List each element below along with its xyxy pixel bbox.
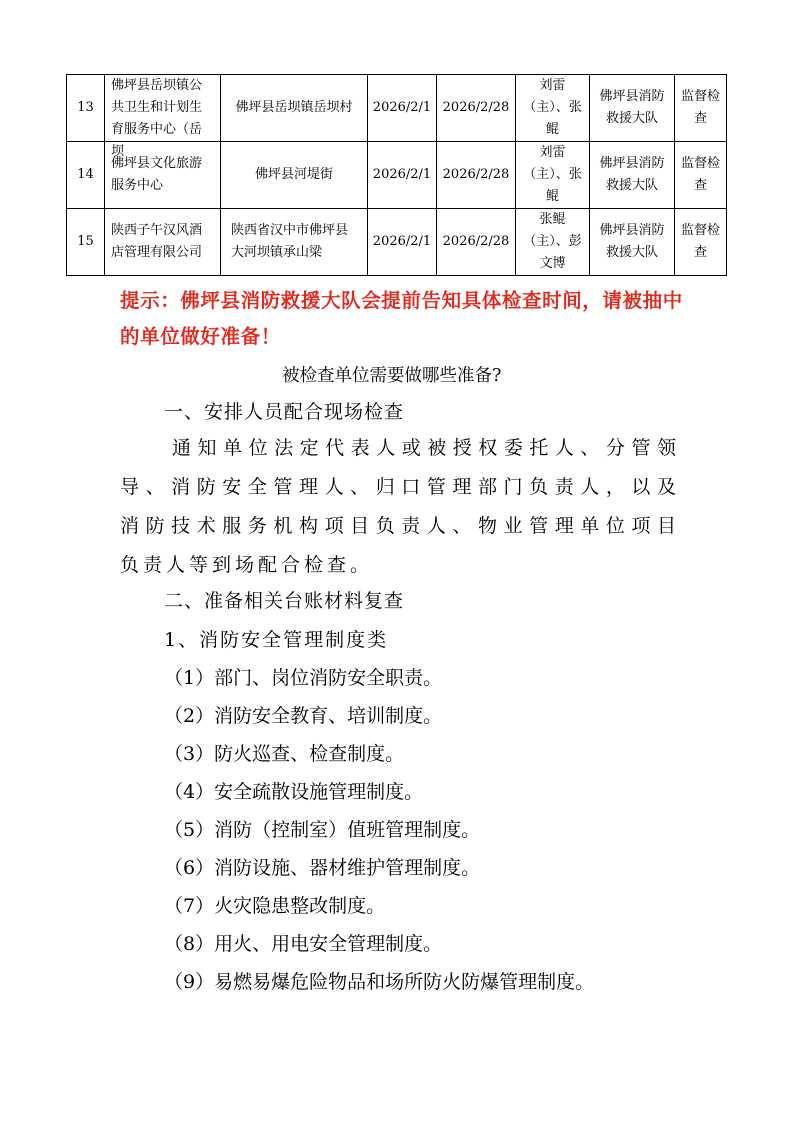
unit-address: 陕西省汉中市佛坪县大河坝镇承山梁 xyxy=(221,209,368,276)
question-title: 被检查单位需要做哪些准备? xyxy=(282,366,502,386)
department: 佛坪县消防救援大队 xyxy=(590,75,675,142)
end-date: 2026/2/28 xyxy=(437,75,516,142)
regulation-item: （9）易燃易爆危险物品和场所防火防爆管理制度。 xyxy=(164,971,595,993)
department: 佛坪县消防救援大队 xyxy=(590,142,675,209)
body-line: 导、消防安全管理人、归口管理部门负责人，以及 xyxy=(120,476,680,498)
body-line: 消防技术服务机构项目负责人、物业管理单位项目 xyxy=(120,515,680,537)
regulation-item: （6）消防设施、器材维护管理制度。 xyxy=(164,857,481,879)
regulation-item: （5）消防（控制室）值班管理制度。 xyxy=(164,819,481,841)
inspectors: 刘雷（主）、张鲲 xyxy=(516,142,590,209)
unit-address: 佛坪县岳坝镇岳坝村 xyxy=(221,75,368,142)
regulation-item: （7）火灾隐患整改制度。 xyxy=(164,895,386,917)
inspection-type: 监督检查 xyxy=(675,209,727,276)
inspection-type: 监督检查 xyxy=(675,75,727,142)
inspection-type: 监督检查 xyxy=(675,142,727,209)
body-line: 通知单位法定代表人或被授权委托人、分管领 xyxy=(172,437,680,459)
unit-name: 佛坪县岳坝镇公共卫生和计划生育服务中心（岳坝 xyxy=(105,75,221,142)
end-date: 2026/2/28 xyxy=(437,142,516,209)
end-date: 2026/2/28 xyxy=(437,209,516,276)
unit-name: 佛坪县文化旅游服务中心 xyxy=(105,142,221,209)
regulation-item: （1）部门、岗位消防安全职责。 xyxy=(164,667,443,689)
start-date: 2026/2/1 xyxy=(368,75,437,142)
regulation-item: （4）安全疏散设施管理制度。 xyxy=(164,781,424,803)
regulation-item: （2）消防安全教育、培训制度。 xyxy=(164,705,443,727)
body-line: 负责人等到场配合检查。 xyxy=(120,554,374,576)
start-date: 2026/2/1 xyxy=(368,209,437,276)
department: 佛坪县消防救援大队 xyxy=(590,209,675,276)
inspectors: 张鲲（主）、彭文博 xyxy=(516,209,590,276)
section2-subheading: 1、消防安全管理制度类 xyxy=(164,629,389,651)
regulation-item: （8）用火、用电安全管理制度。 xyxy=(164,933,443,955)
unit-name: 陕西子午汉风酒店管理有限公司 xyxy=(105,209,221,276)
section1-body xyxy=(120,429,680,585)
row-number: 15 xyxy=(67,209,105,276)
row-number: 13 xyxy=(67,75,105,142)
start-date: 2026/2/1 xyxy=(368,142,437,209)
notice-text: 提示：佛坪县消防救援大队会提前告知具体检查时间，请被抽中的单位做好准备！ xyxy=(120,289,683,348)
section1-heading: 一、安排人员配合现场检查 xyxy=(164,401,405,423)
row-number: 14 xyxy=(67,142,105,209)
inspection-table xyxy=(66,74,727,276)
section2-heading: 二、准备相关台账材料复查 xyxy=(164,590,405,612)
table-row xyxy=(67,209,727,276)
regulation-item: （3）防火巡查、检查制度。 xyxy=(164,743,405,765)
table-row xyxy=(67,75,727,142)
inspectors: 刘雷（主）、张鲲 xyxy=(516,75,590,142)
unit-address: 佛坪县河堤街 xyxy=(221,142,368,209)
